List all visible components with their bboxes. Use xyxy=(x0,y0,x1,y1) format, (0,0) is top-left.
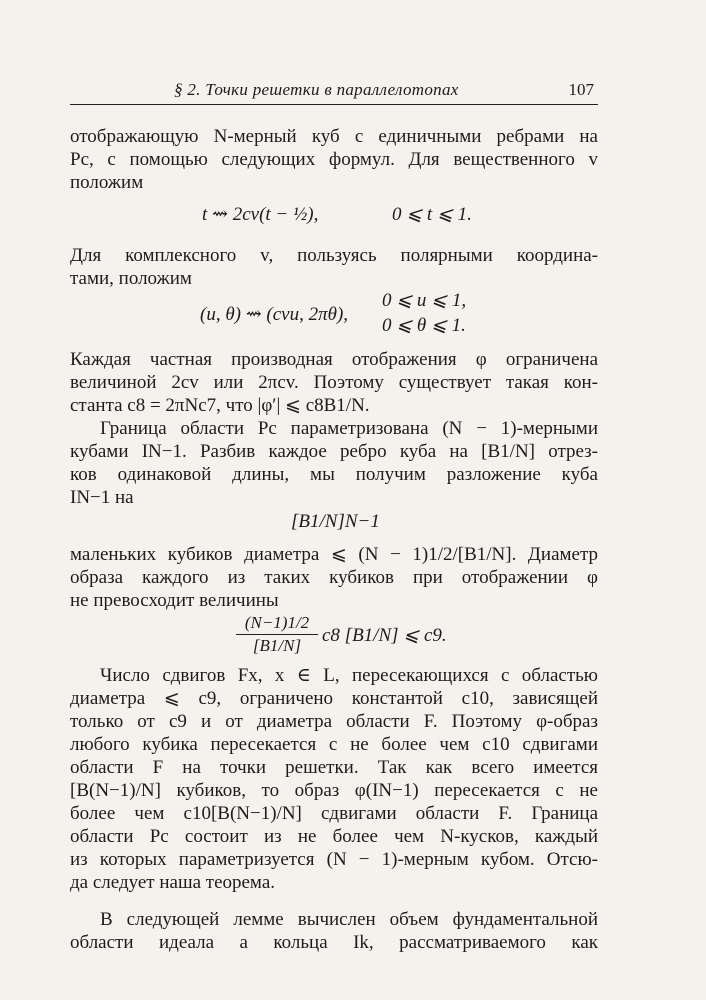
text-line: более чем c10[B(N−1)/N] сдвигами области F. Граница xyxy=(70,803,598,824)
text-line: любого кубика пересекается с не более чем c10 сдвигами xyxy=(70,734,598,755)
text-line: величиной 2cv или 2πcv. Поэтому существует такая кон- xyxy=(70,372,598,393)
text-line: диаметра ⩽ c9, ограничено константой c10, зависящей xyxy=(70,688,598,709)
text-line: [B(N−1)/N] кубиков, то образ φ(IN−1) пересекается с не xyxy=(70,780,598,801)
text-line: Pc, с помощью следующих формул. Для вещественного v xyxy=(70,149,598,170)
text-line: области Pc состоит из не более чем N-кусков, каждый xyxy=(70,826,598,847)
formula-4-rest: c8 [B1/N] ⩽ c9. xyxy=(322,625,447,646)
text-line: из которых параметризуется (N − 1)-мерным кубом. Отсю- xyxy=(70,849,598,870)
text-line: тами, положим xyxy=(70,268,192,289)
text-line: области F на точки решетки. Так как всего имеется xyxy=(70,757,598,778)
formula-1-range: 0 ⩽ t ⩽ 1. xyxy=(392,204,472,225)
text-line: положим xyxy=(70,172,144,193)
text-line: отображающую N-мерный куб с единичными ребрами на xyxy=(70,126,598,147)
text-line: маленьких кубиков диаметра ⩽ (N − 1)1/2/[B1/N]. Диаметр xyxy=(70,544,598,565)
formula-2-map: (u, θ) ⇝ (cvu, 2πθ), xyxy=(200,304,349,325)
text-line: Граница области Pc параметризована (N − 1)-мерными xyxy=(100,418,598,439)
text-line: кубами IN−1. Разбив каждое ребро куба на [B1/N] отрез- xyxy=(70,441,598,462)
text-line: области идеала a кольца Ik, рассматриваемого как xyxy=(70,932,598,953)
text-line: станта c8 = 2πNc7, что |φ′| ⩽ c8B1/N. xyxy=(70,395,370,416)
text-line: Для комплексного v, пользуясь полярными координа- xyxy=(70,245,598,266)
text-line: Число сдвигов Fx, x ∈ L, пересекающихся с областью xyxy=(100,665,598,686)
text-line: ков одинаковой длины, мы получим разложение куба xyxy=(70,464,598,485)
text-line: В следующей лемме вычислен объем фундаментальной xyxy=(100,909,598,930)
text-line: да следует наша теорема. xyxy=(70,872,276,893)
text-line: Каждая частная производная отображения φ ограничена xyxy=(70,349,598,370)
text-line: образа каждого из таких кубиков при отображении φ xyxy=(70,567,598,588)
text-line: IN−1 на xyxy=(70,487,134,508)
text-line: не превосходит величины xyxy=(70,590,279,611)
formula-1-map: t ⇝ 2cv(t − ½), xyxy=(202,204,319,225)
formula-2-range-u: 0 ⩽ u ⩽ 1, xyxy=(382,290,467,311)
text-line: только от c9 и от диаметра области F. Поэтому φ-образ xyxy=(70,711,598,732)
running-header xyxy=(70,78,598,105)
page-number: 107 xyxy=(568,80,594,99)
formula-3: [B1/N]N−1 xyxy=(291,511,380,532)
running-header-title: § 2. Точки решетки в параллелотопах xyxy=(174,80,459,99)
formula-4-fraction: (N−1)1/2 [B1/N] xyxy=(236,613,318,656)
formula-2-range-theta: 0 ⩽ θ ⩽ 1. xyxy=(382,315,466,336)
